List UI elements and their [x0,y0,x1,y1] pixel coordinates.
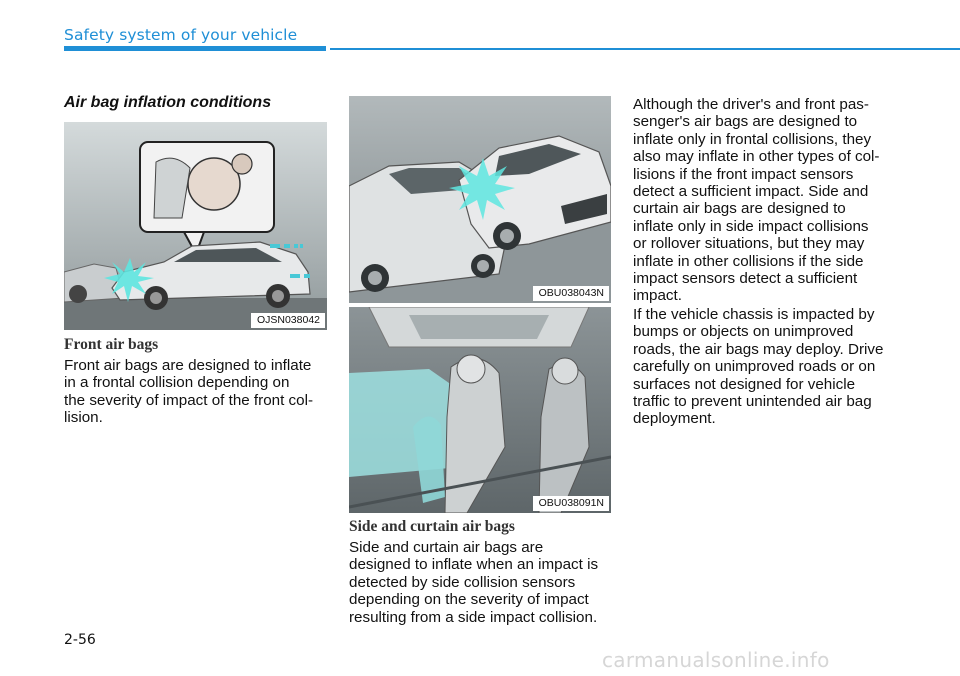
inflation-conditions-text: Although the driver's and front pas- senger's air bags are designed to inflate only in frontal collisions, they also may inflate in other types of col- lisions if the front impact sensors detect a sufficient impact. Side and curtain air bags are designed to inflate only in side impact collisions or rollover situations, but they may inflate in other collisions if the side impact sensors detect a sufficient impact. [633,96,880,305]
front-airbags-text: Front air bags are designed to inflate in a frontal collision depending on the severity of impact of the front col- lision. [64,357,314,427]
frontal-collision-airbag-illustration [64,122,327,330]
section-title: Air bag inflation conditions [64,94,272,111]
figure-code-label: OBU038043N [533,286,609,301]
unimproved-roads-text: If the vehicle chassis is impacted by bumps or objects on unimproved roads, the air bags may deploy. Drive carefully on unimproved roads or on surfaces not designed for vehicle traffic to prevent unintended air bag deployment. [633,306,884,428]
curtain-airbag-figure [349,307,611,513]
header-accent-bar [64,46,326,51]
figure-code-label: OJSN038042 [251,313,325,328]
header-rule [330,48,960,50]
frontal-collision-figure [64,122,327,330]
side-collision-illustration [349,96,611,303]
side-curtain-airbags-text: Side and curtain air bags are designed to inflate when an impact is detected by side collision sensors depending on the severity of impact resulting from a side impact collision. [349,539,599,626]
side-curtain-airbags-heading: Side and curtain air bags [349,518,515,535]
curtain-airbag-interior-illustration [349,307,611,513]
watermark: carmanualsonline.info [602,648,830,672]
header-section-title: Safety system of your vehicle [64,26,298,44]
figure-code-label: OBU038091N [533,496,609,511]
side-collision-figure [349,96,611,303]
front-airbags-heading: Front air bags [64,336,159,353]
page-number: 2-56 [64,632,96,648]
